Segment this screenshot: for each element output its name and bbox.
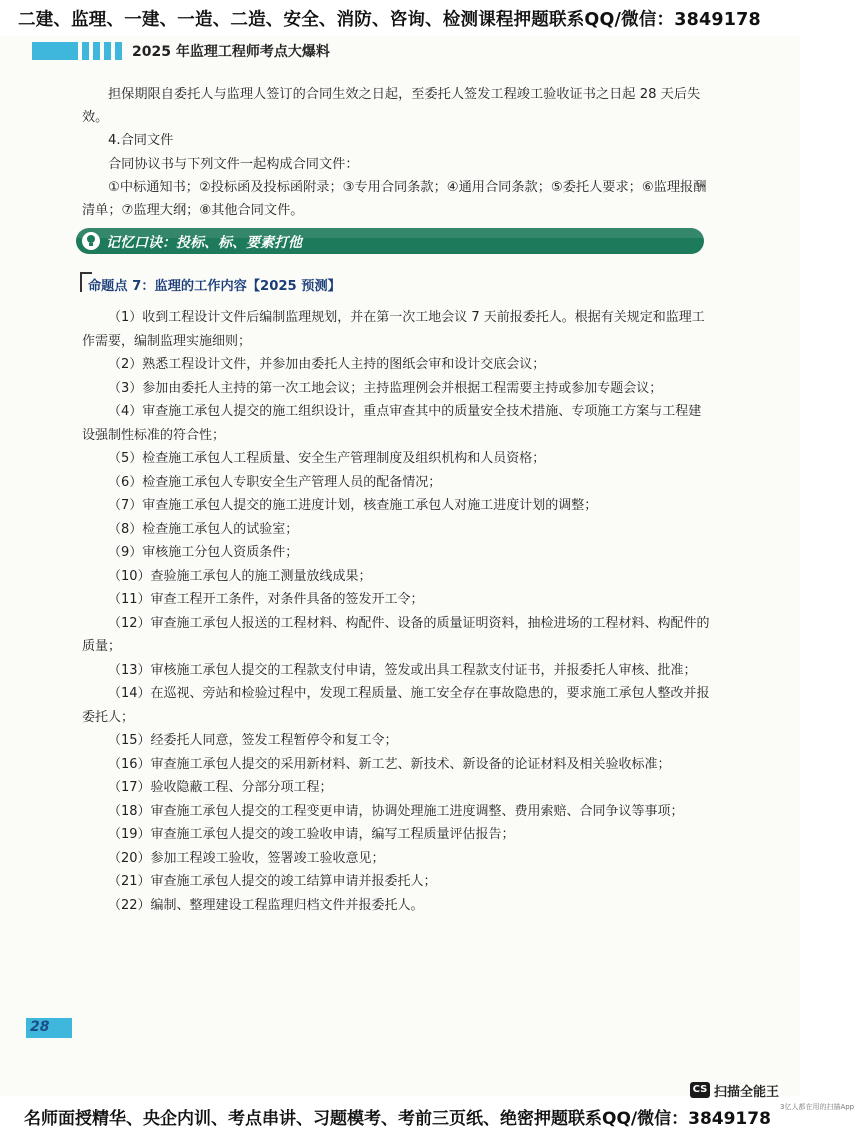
list-item: （5）检查施工承包人工程质量、安全生产管理制度及组织机构和人员资格；: [108, 451, 546, 466]
page-number: 28: [30, 1019, 50, 1035]
footer-banner-text: 名师面授精华、央企内训、考点串讲、习题模考、考前三页纸、绝密押题联系QQ/微信：3849178: [24, 1109, 771, 1129]
list-item: （16）审查施工承包人提交的采用新材料、新工艺、新技术、新设备的论证材料及相关验收标准；: [108, 756, 671, 772]
list-item: （8）检查施工承包人的试验室；: [108, 521, 299, 537]
list-item: （20）参加工程竣工验收，签署竣工验收意见；: [108, 850, 385, 866]
list-item: （19）审查施工承包人提交的竣工验收申请，编写工程质量评估报告；: [108, 827, 515, 842]
list-item: （7）审查施工承包人提交的施工进度计划，核查施工承包人对施工进度计划的调整；: [108, 498, 598, 513]
page-title: 2025 年监理工程师考点大爆料: [132, 44, 330, 60]
list-item: （9）审核施工分包人资质条件；: [108, 545, 299, 560]
header-decor-stripe: [104, 42, 111, 60]
memory-tip-banner: [76, 228, 704, 254]
list-item: （1）收到工程设计文件后编制监理规划，并在第一次工地会议 7 天前报委托人。根据有关规定和监理工作需要，编制监理实施细则；: [82, 310, 705, 349]
header-decor-bar: [32, 42, 78, 60]
list-item: （2）熟悉工程设计文件，并参加由委托人主持的图纸会审和设计交底会议；: [108, 357, 546, 372]
list-item: （10）查验施工承包人的施工测量放线成果；: [108, 568, 372, 584]
footer-banner: [0, 1096, 800, 1132]
header-banner-text: 二建、监理、一建、一造、二造、安全、消防、咨询、检测课程押题联系QQ/微信：3849178: [18, 10, 761, 30]
list-item: （18）审查施工承包人提交的工程变更申请，协调处理施工进度调整、费用索赔、合同争议等事项；: [108, 803, 684, 819]
list-item: （15）经委托人同意，签发工程暂停令和复工令；: [108, 733, 398, 748]
header-decor-stripe: [82, 42, 89, 60]
list-item: （21）审查施工承包人提交的竣工结算申请并报委托人；: [108, 874, 437, 889]
list-item: （11）审查工程开工条件，对条件具备的签发开工令；: [108, 592, 424, 607]
section-title: 命题点 7：监理的工作内容【2025 预测】: [88, 279, 341, 294]
page-header: [32, 42, 772, 64]
scanner-logo-icon: CS: [690, 1082, 710, 1098]
list-item: （13）审核施工承包人提交的工程款支付申请，签发或出具工程款支付证书，并报委托人审核、批准；: [108, 662, 697, 678]
scanner-badge: [690, 1080, 854, 1111]
list-item: （17）验收隐蔽工程、分部分项工程；: [108, 780, 333, 795]
header-banner: [0, 0, 800, 36]
list-item: （3）参加由委托人主持的第一次工地会议；主持监理例会并根据工程需要主持或参加专题会议；: [108, 380, 663, 396]
scanner-app-name: 扫描全能王: [714, 1085, 780, 1100]
list-item: （6）检查施工承包人专职安全生产管理人员的配备情况；: [108, 474, 442, 490]
list-item: （12）审查施工承包人报送的工程材料、构配件、设备的质量证明资料，抽检进场的工程材料、构配件的质量；: [82, 615, 710, 654]
work-content-list: [82, 306, 712, 917]
header-decor-stripe: [115, 42, 122, 60]
contract-docs-intro: 合同协议书与下列文件一起构成合同文件：: [108, 157, 359, 172]
list-item: （4）审查施工承包人提交的施工组织设计，重点审查其中的质量安全技术措施、专项施工方案与工程建设强制性标准的符合性；: [82, 404, 702, 443]
list-item: （22）编制、整理建设工程监理归档文件并报委托人。: [108, 897, 424, 913]
memory-tip-label: 记忆口诀：投标、标、要素打他: [106, 235, 302, 251]
header-decor-stripe: [93, 42, 100, 60]
page-number-badge: [26, 1018, 72, 1038]
contract-docs-heading: 4.合同文件: [108, 133, 174, 148]
intro-paragraph: 担保期限自委托人与监理人签订的合同生效之日起，至委托人签发工程竣工验收证书之日起 28 天后失效。: [82, 87, 701, 125]
scanner-app-sub: 3亿人都在用的扫描App: [780, 1103, 854, 1111]
lightbulb-icon: [82, 232, 100, 250]
contract-docs-list: ①中标通知书；②投标函及投标函附录；③专用合同条款；④通用合同条款；⑤委托人要求；⑥监理报酬清单；⑦监理大纲；⑧其他合同文件。: [82, 180, 707, 218]
list-item: （14）在巡视、旁站和检验过程中，发现工程质量、施工安全存在事故隐患的，要求施工承包人整改并报委托人；: [82, 686, 710, 725]
